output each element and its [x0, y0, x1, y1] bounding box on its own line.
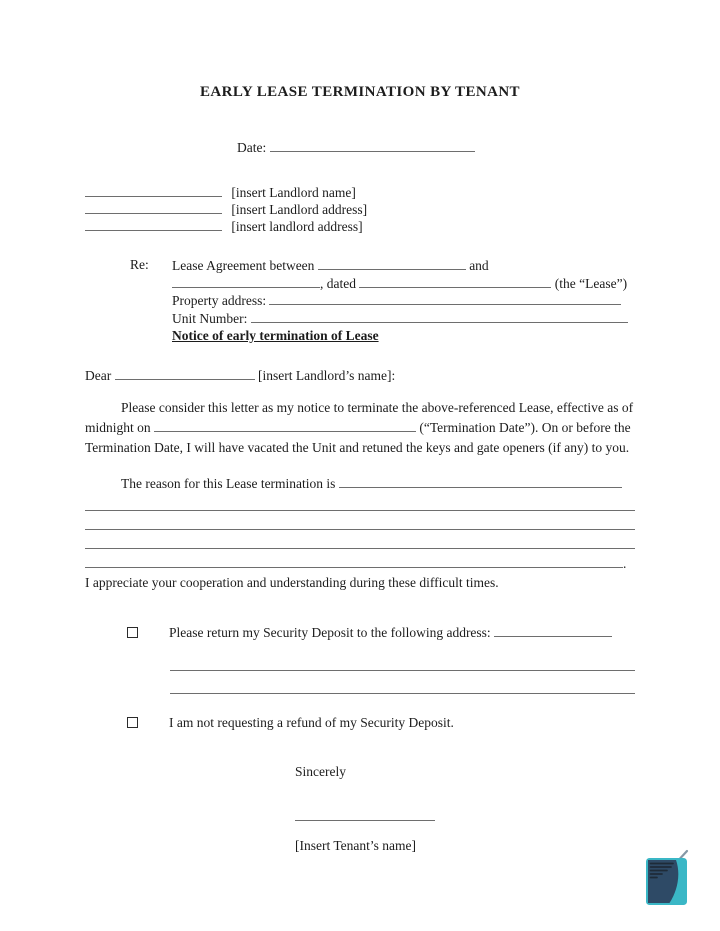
- reason-blank-inline: [339, 475, 622, 488]
- agreement-pre-text: Lease Agreement between: [172, 258, 315, 273]
- salutation-post-text: [insert Landlord’s name]:: [257, 367, 396, 383]
- reason-line: [85, 474, 635, 494]
- unit-number-blank: [251, 310, 628, 323]
- salutation-pre-text: Dear: [85, 367, 112, 383]
- landlord-address-block: [85, 184, 635, 235]
- landlord-address-line-2: [85, 218, 635, 235]
- landlord-address-line-1: [85, 201, 635, 218]
- party-two-blank: [172, 275, 320, 288]
- landlord-name-blank: [85, 184, 222, 197]
- reason-period: .: [623, 555, 627, 571]
- party-one-blank: [318, 257, 466, 270]
- closing-text: Sincerely: [295, 763, 346, 779]
- security-deposit-return-label: [169, 624, 612, 642]
- lease-paren-text: (the “Lease”): [554, 275, 628, 291]
- security-deposit-return-option: [127, 624, 635, 642]
- return-address-blank-line-2: [170, 671, 635, 694]
- agreement-line-2: [172, 275, 635, 293]
- security-deposit-return-checkbox[interactable]: [127, 627, 138, 638]
- eforms-logo-icon: [641, 849, 693, 907]
- return-address-lines: [170, 648, 635, 694]
- tenant-name-hint: [Insert Tenant’s name]: [295, 837, 417, 853]
- reason-blank-line-1: [85, 494, 635, 511]
- no-refund-option: [127, 714, 635, 732]
- date-line: [237, 139, 635, 156]
- termination-notice-paragraph: [85, 398, 635, 458]
- reason-fill-row-2: [85, 513, 635, 532]
- reason-fill-row-4: [85, 551, 635, 570]
- landlord-address-blank-2: [85, 218, 222, 231]
- agreement-line-1: [172, 257, 635, 275]
- termination-date-blank: [154, 419, 416, 432]
- no-refund-label: I am not requesting a refund of my Security Deposit.: [169, 714, 454, 730]
- document-title: EARLY LEASE TERMINATION BY TENANT: [200, 84, 520, 100]
- appreciation-line: I appreciate your cooperation and understanding during these difficult times.: [85, 574, 499, 590]
- reason-blank-line-3: [85, 532, 635, 549]
- return-address-blank-inline: [494, 624, 612, 637]
- unit-number-label: Unit Number:: [172, 310, 248, 326]
- landlord-name-hint: [insert Landlord name]: [231, 185, 356, 200]
- unit-number-line: [172, 310, 635, 328]
- reason-fill-row-3: [85, 532, 635, 551]
- landlord-name-salutation-blank: [115, 367, 255, 380]
- re-content: [172, 257, 635, 345]
- property-address-line: [172, 292, 635, 310]
- property-address-blank: [269, 292, 621, 305]
- landlord-address-hint-2: [insert landlord address]: [231, 219, 363, 234]
- dated-label: , dated: [320, 275, 356, 291]
- notice-paragraph-pre: Please consider this letter as my notice to terminate the above-referenced Lease, effective as of midnight on: [85, 399, 634, 435]
- property-address-label: Property address:: [172, 293, 267, 308]
- landlord-name-line: [85, 184, 635, 201]
- re-label: Re:: [130, 257, 149, 272]
- security-deposit-return-text: Please return my Security Deposit to the following address:: [169, 624, 491, 640]
- reason-blank-line-2: [85, 513, 635, 530]
- landlord-address-blank-1: [85, 201, 222, 214]
- notice-paragraph-post: (“Termination Date”). On or before the Termination Date, I will have vacated the Unit and retuned the keys and gate openers (if any) to you.: [85, 419, 631, 455]
- date-label: Date:: [237, 140, 267, 155]
- no-refund-checkbox[interactable]: [127, 717, 138, 728]
- tenant-signature-line: [295, 807, 435, 821]
- reason-blank-line-4: [85, 551, 623, 568]
- closing-block: [295, 764, 635, 854]
- notice-heading: Notice of early termination of Lease: [172, 328, 379, 343]
- reason-fill-row-1: [85, 494, 635, 513]
- return-address-blank-line-1: [170, 648, 635, 671]
- re-section: [85, 257, 635, 345]
- agreement-and-text: and: [469, 258, 489, 273]
- reason-label: The reason for this Lease termination is: [121, 475, 336, 491]
- salutation-line: [85, 367, 635, 384]
- date-blank: [270, 139, 475, 152]
- lease-date-blank: [359, 275, 551, 288]
- landlord-address-hint-1: [insert Landlord address]: [231, 202, 368, 217]
